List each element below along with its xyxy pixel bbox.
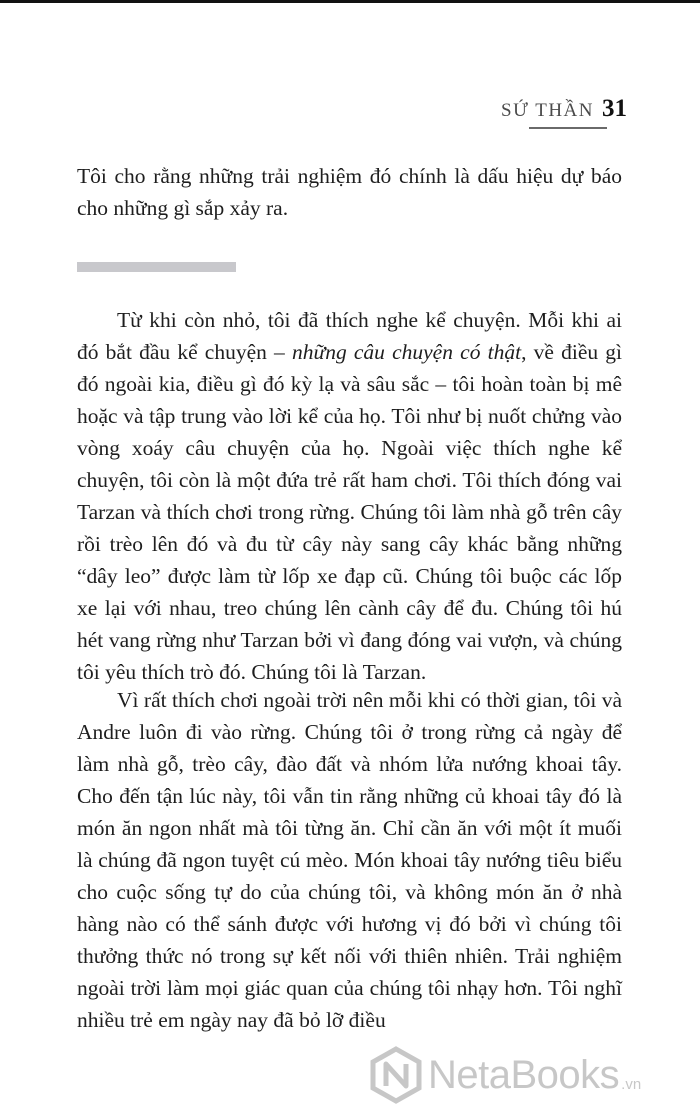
scene-break-bar: [77, 262, 236, 272]
watermark-suffix: .vn: [621, 1076, 642, 1093]
paragraph-2-italic: những câu chuyện có thật: [291, 340, 522, 364]
paragraph-1: Tôi cho rằng những trải nghiệm đó chính là dấu hiệu dự báo cho những gì sắp xảy ra.: [77, 164, 622, 220]
chapter-title: SỨ THẦN: [501, 100, 594, 121]
top-border-line: [0, 0, 700, 3]
paragraph-3: Vì rất thích chơi ngoài trời nên mỗi khi có thời gian, tôi và Andre luôn đi vào rừng. Chúng tôi ở trong rừng cả ngày để làm nhà gỗ, trèo cây, đào đất và nhóm lửa nướng khoai tây. Cho đến tận lúc này, tôi vẫn tin rằng những củ khoai tây đó là món ăn ngon nhất mà tôi từng ăn. Chỉ cần ăn với một ít muối là chúng đã ngon tuyệt cú mèo. Món khoai tây nướng tiêu biểu cho cuộc sống tự do của chúng tôi, và không món ăn ở nhà hàng nào có thể sánh được với hương vị đó bởi vì chúng tôi thưởng thức nó trong sự kết nối với thiên nhiên. Trải nghiệm ngoài trời làm mọi giác quan của chúng tôi nhạy hơn. Tôi nghĩ nhiều trẻ em ngày nay đã bỏ lỡ điều: [77, 688, 622, 1032]
paragraph-2-text-a: Từ khi còn nhỏ, tôi đã thích nghe kể chuyện. Mỗi khi ai đó bắt đầu kể chuyện –: [77, 308, 622, 364]
netabooks-logo-icon: [370, 1046, 422, 1104]
watermark: [370, 1043, 692, 1107]
header-underline: [529, 127, 607, 129]
watermark-brand: NetaBooks: [428, 1052, 620, 1097]
page-number: 31: [602, 95, 627, 122]
paragraph-2-text-b: , về điều gì đó ngoài kia, điều gì đó kỳ lạ và sâu sắc – tôi hoàn toàn bị mê hoặc và tập trung vào lời kể của họ. Tôi như bị nuốt chửng vào vòng xoáy câu chuyện của họ. Ngoài việc thích nghe kể chuyện, tôi còn là một đứa trẻ rất ham chơi. Tôi thích đóng vai Tarzan và thích chơi trong rừng. Chúng tôi làm nhà gỗ trên cây rồi trèo lên đó và đu từ cây này sang cây khác bằng những “dây leo” được làm từ lốp xe đạp cũ. Chúng tôi buộc các lốp xe lại với nhau, treo chúng lên cành cây để đu. Chúng tôi hú hét vang rừng như Tarzan bởi vì đang đóng vai vượn, và chúng tôi yêu thích trò đó. Chúng tôi là Tarzan.: [77, 340, 623, 684]
running-header: [0, 95, 627, 123]
paragraph-2: [77, 304, 622, 688]
